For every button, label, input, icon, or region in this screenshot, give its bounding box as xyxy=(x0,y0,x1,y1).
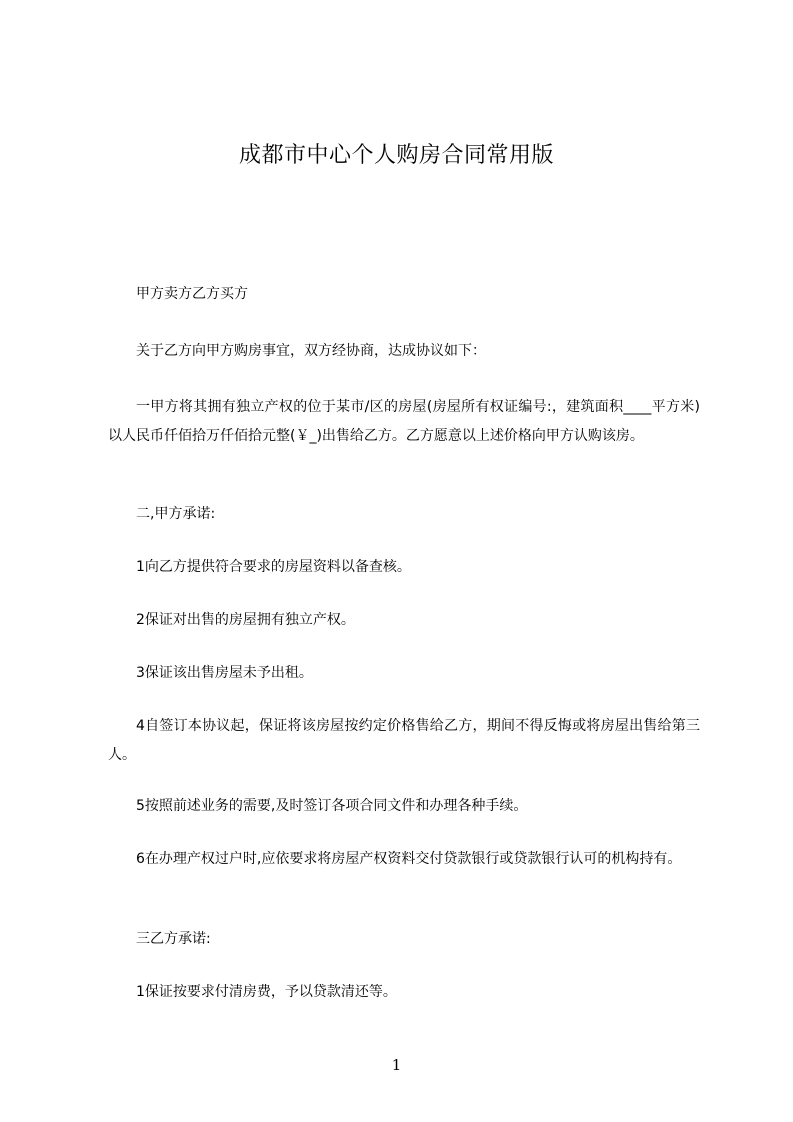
paragraph-clause-1: 一甲方将其拥有独立产权的位于某市/区的房屋(房屋所有权证编号:，建筑面积____平方米)以人民币仟佰拾万仟佰拾元整(￥_)出售给乙方。乙方愿意以上述价格向甲方认购该房。 xyxy=(108,399,700,444)
paragraph-clause-3-heading: 三乙方承诺: xyxy=(136,931,211,947)
document-title: 成都市中心个人购房合同常用版 xyxy=(238,143,554,168)
paragraph-clause-2-item-4: 4自签订本协议起，保证将该房屋按约定价格售给乙方，期间不得反悔或将房屋出售给第三人。 xyxy=(108,718,700,763)
paragraph-clause-3-item-1: 1保证按要求付清房费，予以贷款清还等。 xyxy=(136,984,397,1000)
paragraph-intro: 关于乙方向甲方购房事宜，双方经协商，达成协议如下： xyxy=(136,343,486,359)
paragraph-clause-2-item-5: 5按照前述业务的需要,及时签订各项合同文件和办理各种手续。 xyxy=(136,798,528,814)
paragraph-parties: 甲方卖方乙方买方 xyxy=(136,286,248,302)
paragraph-clause-2-item-6: 6在办理产权过户时,应依要求将房屋产权资料交付贷款银行或贷款银行认可的机构持有。 xyxy=(136,851,682,867)
paragraph-clause-2-item-1: 1向乙方提供符合要求的房屋资料以备查核。 xyxy=(136,559,411,575)
page-number: 1 xyxy=(391,1056,402,1074)
paragraph-clause-2-heading: 二,甲方承诺: xyxy=(136,506,216,522)
paragraph-clause-2-item-3: 3保证该出售房屋未予出租。 xyxy=(136,665,313,681)
paragraph-clause-2-item-2: 2保证对出售的房屋拥有独立产权。 xyxy=(136,612,355,628)
